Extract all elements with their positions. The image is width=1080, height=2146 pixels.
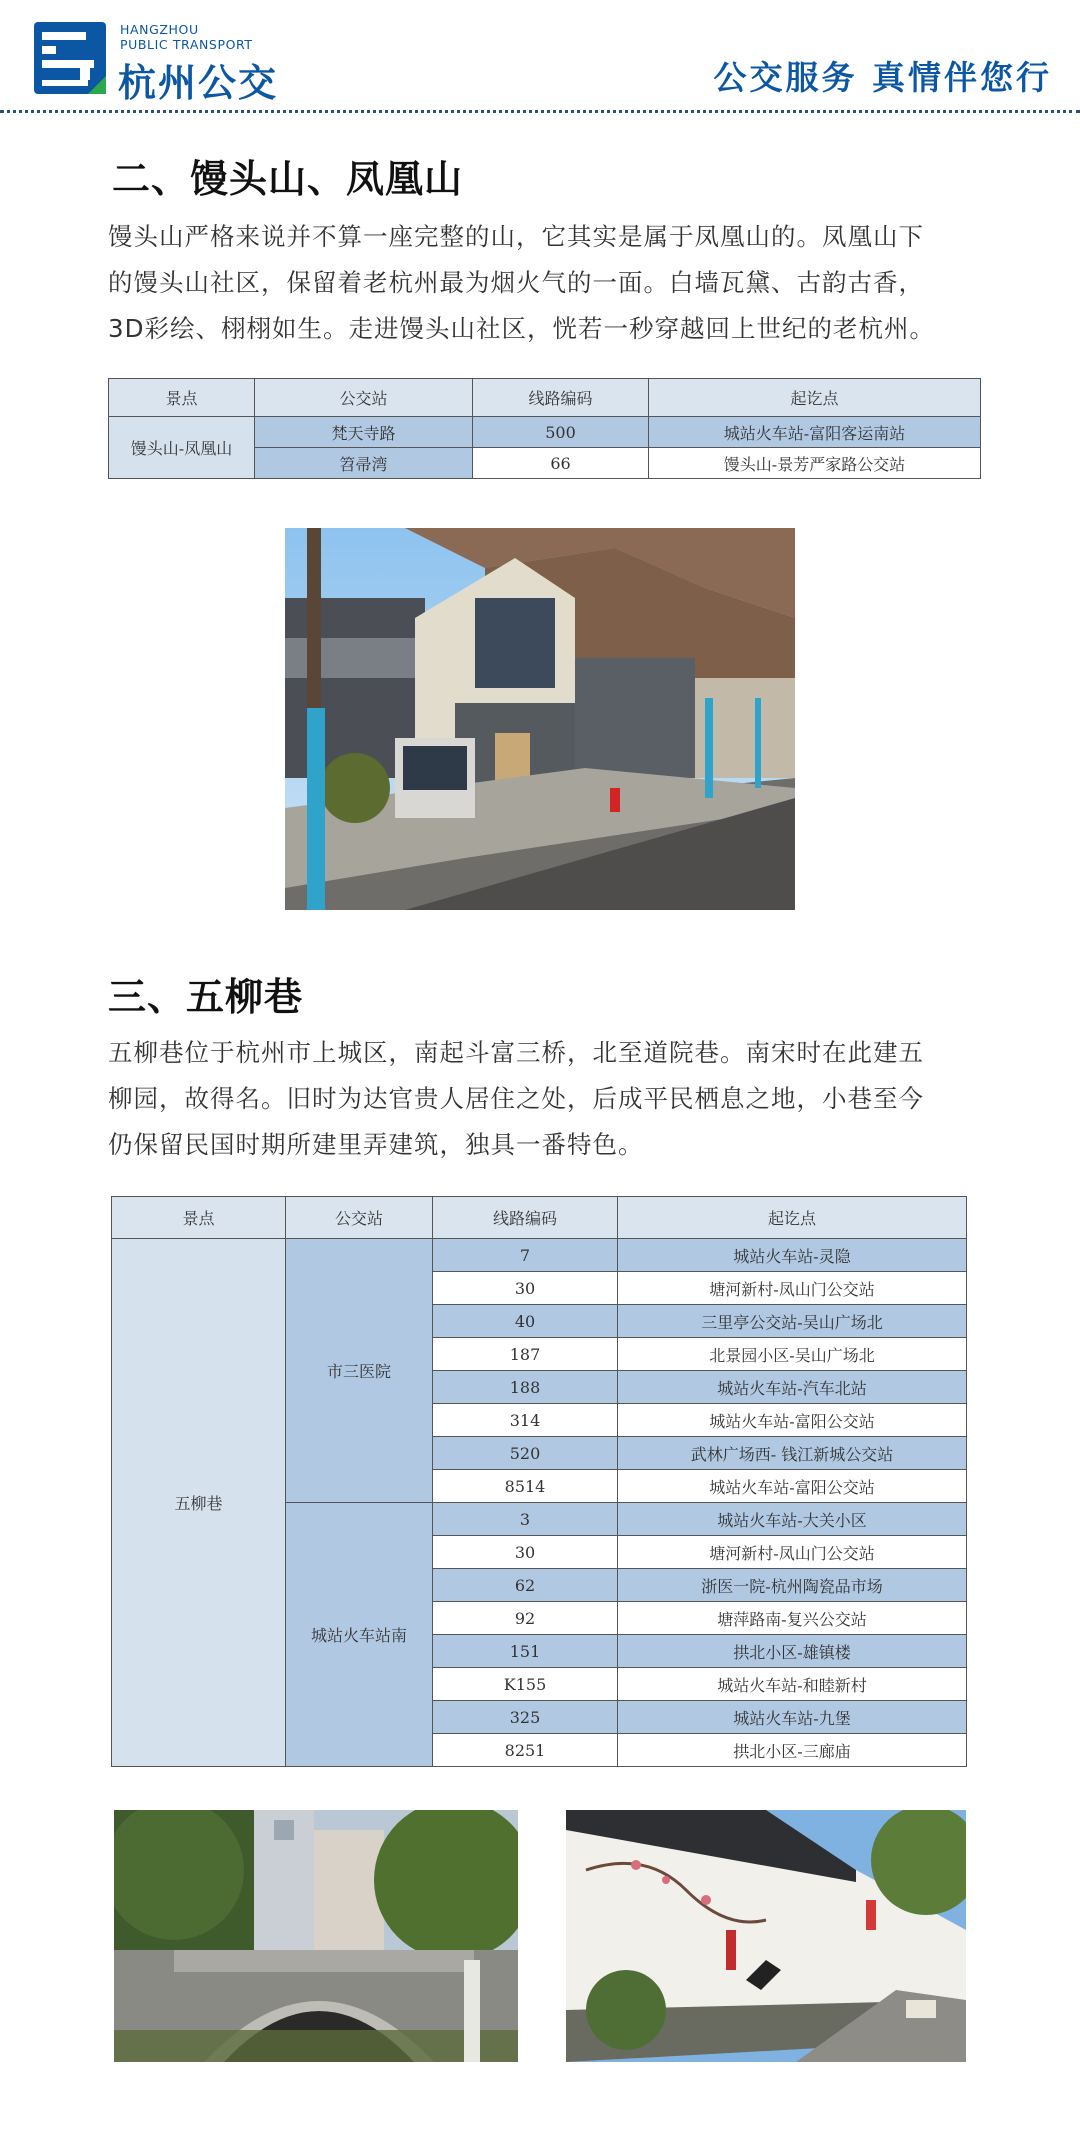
terminals-cell: 城站火车站-汽车北站 [618,1371,967,1404]
paragraph-line: 馒头山严格来说并不算一座完整的山，它其实是属于凤凰山的。凤凰山下 [108,222,924,251]
terminals-cell: 浙医一院-杭州陶瓷品市场 [618,1569,967,1602]
logo-chinese-text: 杭州公交 [118,61,279,105]
table-header-row [112,1197,967,1239]
terminals-cell: 城站火车站-九堡 [618,1701,967,1734]
terminals-cell: 塘萍路南-复兴公交站 [618,1602,967,1635]
route-cell: K155 [433,1668,618,1701]
route-table-mantoushan [108,378,981,479]
stop-cell: 市三医院 [286,1239,433,1503]
spot-cell: 馒头山-凤凰山 [109,417,255,479]
hangzhou-bus-logo-icon [34,22,106,94]
terminals-cell: 城站火车站-和睦新村 [618,1668,967,1701]
header-terminals: 起讫点 [649,379,981,417]
terminals-cell: 三里亭公交站-吴山广场北 [618,1305,967,1338]
section-title-mantoushan: 二、馒头山、凤凰山 [112,157,464,201]
route-cell: 66 [473,448,649,479]
photo-mantoushan-street [285,528,795,910]
header-stop: 公交站 [286,1197,433,1239]
terminals-cell: 城站火车站-富阳客运南站 [649,417,981,448]
terminals-cell: 城站火车站-灵隐 [618,1239,967,1272]
photo-wuliuxiang-stone-bridge [114,1810,518,2062]
paragraph-line: 仍保留民国时期所建里弄建筑，独具一番特色。 [108,1130,644,1159]
route-cell: 187 [433,1338,618,1371]
route-cell: 92 [433,1602,618,1635]
section-title-wuliuxiang: 三、五柳巷 [108,975,304,1019]
route-table-wuliuxiang [111,1196,967,1767]
route-cell: 62 [433,1569,618,1602]
route-cell: 30 [433,1272,618,1305]
table-row [112,1239,967,1272]
header-slogan: 公交服务 真情伴您行 [713,58,1052,97]
route-cell: 188 [433,1371,618,1404]
header-spot: 景点 [109,379,255,417]
stop-cell: 梵天寺路 [255,417,473,448]
terminals-cell: 城站火车站-富阳公交站 [618,1470,967,1503]
section-paragraph-mantoushan [108,214,988,352]
header-stop: 公交站 [255,379,473,417]
section-paragraph-wuliuxiang [108,1030,988,1168]
photo-wuliuxiang-white-wall [566,1810,966,2062]
table-row [109,417,981,448]
terminals-cell: 北景园小区-吴山广场北 [618,1338,967,1371]
stop-cell: 笤帚湾 [255,448,473,479]
paragraph-line: 3D彩绘、栩栩如生。走进馒头山社区，恍若一秒穿越回上世纪的老杭州。 [108,314,935,343]
paragraph-line: 柳园，故得名。旧时为达官贵人居住之处，后成平民栖息之地，小巷至今 [108,1084,924,1113]
terminals-cell: 拱北小区-三廊庙 [618,1734,967,1767]
route-cell: 8251 [433,1734,618,1767]
route-cell: 3 [433,1503,618,1536]
terminals-cell: 城站火车站-富阳公交站 [618,1404,967,1437]
terminals-cell: 塘河新村-凤山门公交站 [618,1536,967,1569]
route-cell: 40 [433,1305,618,1338]
paragraph-line: 的馒头山社区，保留着老杭州最为烟火气的一面。白墙瓦黛、古韵古香， [108,268,924,297]
route-cell: 8514 [433,1470,618,1503]
terminals-cell: 武林广场西- 钱江新城公交站 [618,1437,967,1470]
terminals-cell: 城站火车站-大关小区 [618,1503,967,1536]
terminals-cell: 馒头山-景芳严家路公交站 [649,448,981,479]
spot-cell: 五柳巷 [112,1239,286,1767]
route-cell: 30 [433,1536,618,1569]
route-cell: 314 [433,1404,618,1437]
route-cell: 500 [473,417,649,448]
route-cell: 7 [433,1239,618,1272]
route-cell: 325 [433,1701,618,1734]
header-route: 线路编码 [433,1197,618,1239]
route-cell: 520 [433,1437,618,1470]
terminals-cell: 拱北小区-雄镇楼 [618,1635,967,1668]
header-route: 线路编码 [473,379,649,417]
terminals-cell: 塘河新村-凤山门公交站 [618,1272,967,1305]
logo-english-text: HANGZHOU PUBLIC TRANSPORT [120,22,253,52]
paragraph-line: 五柳巷位于杭州市上城区，南起斗富三桥，北至道院巷。南宋时在此建五 [108,1038,924,1067]
header-divider [0,110,1080,113]
stop-cell: 城站火车站南 [286,1503,433,1767]
header-spot: 景点 [112,1197,286,1239]
route-cell: 151 [433,1635,618,1668]
table-header-row [109,379,981,417]
header-terminals: 起讫点 [618,1197,967,1239]
